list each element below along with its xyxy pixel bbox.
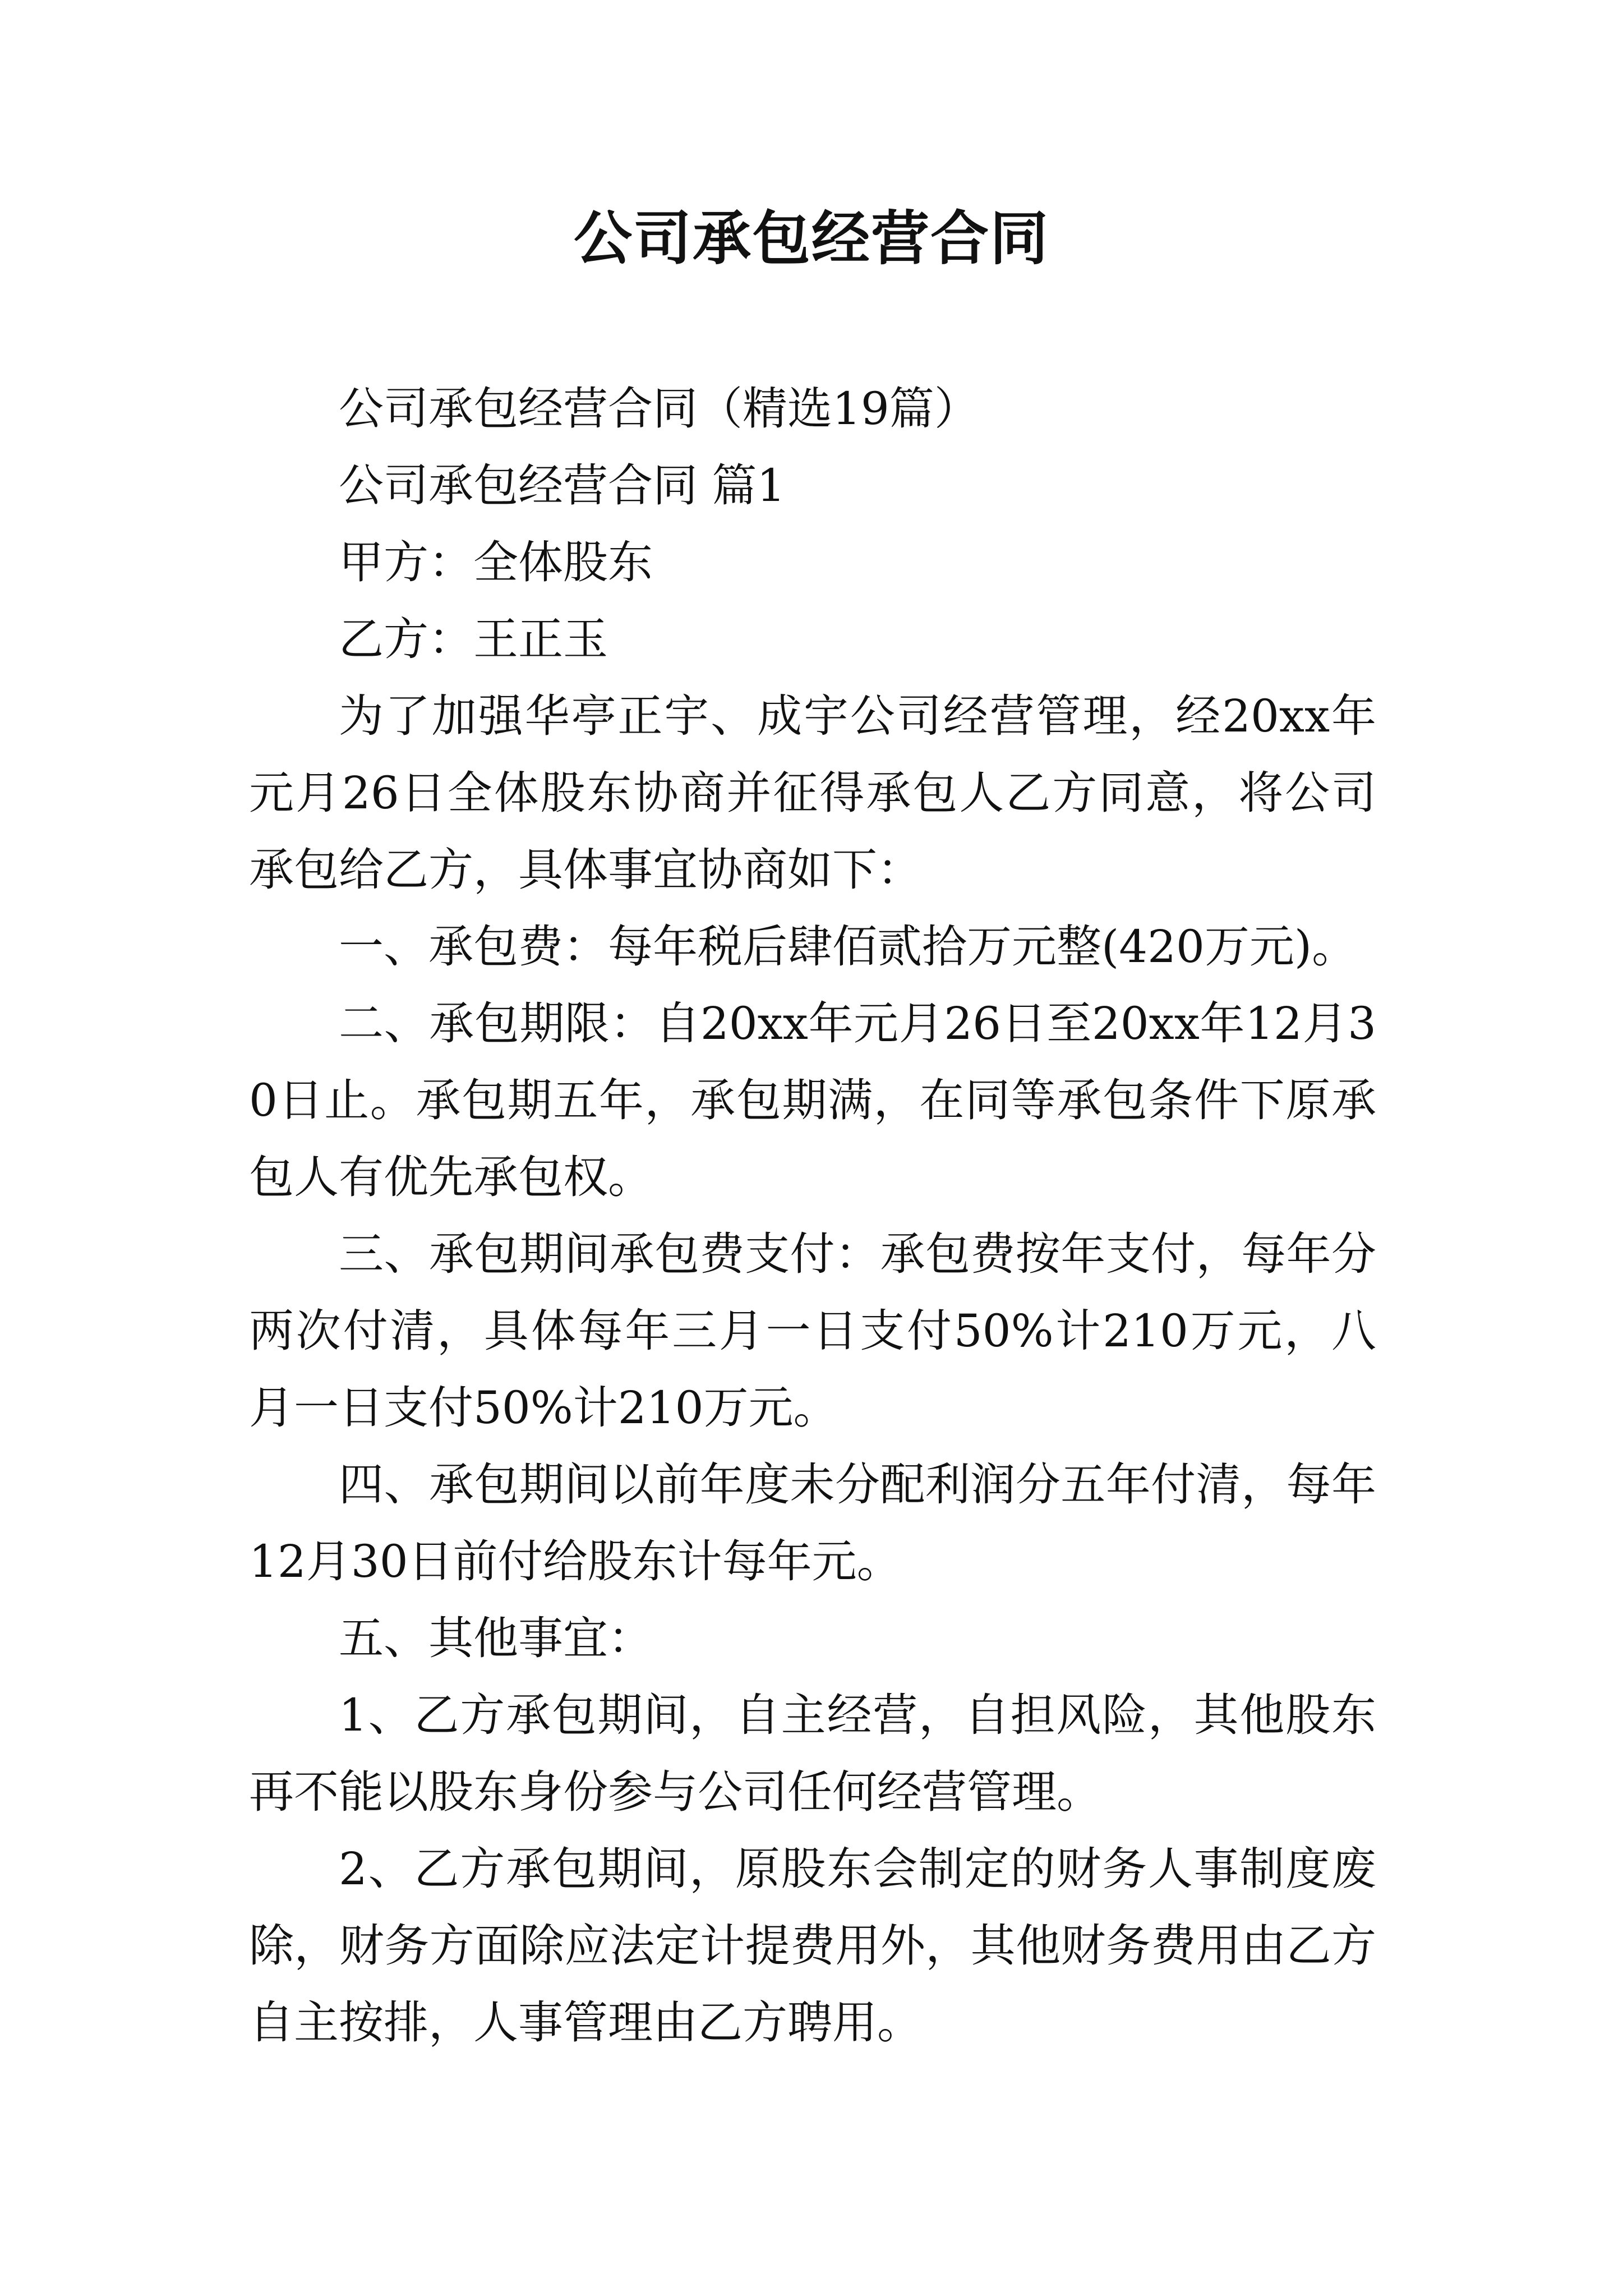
party-a: 甲方：全体股东 [339,536,653,588]
party-b: 乙方：王正玉 [339,613,608,665]
intro-paragraph: 为了加强华亭正宇、成宇公司经营管理，经20xx年元月26日全体股东协商并征得承包人乙方同意，将公司承包给乙方，具体事宜协商如下： [249,690,1376,896]
document-title: 公司承包经营合同 [573,204,1049,273]
clause-5-item-2: 2、乙方承包期间，原股东会制定的财务人事制度废除，财务方面除应法定计提费用外，其他财务费用由乙方自主按排，人事管理由乙方聘用。 [249,1843,1376,2049]
clause-3-payment: 三、承包期间承包费支付：承包费按年支付，每年分两次付清，具体每年三月一日支付50%计210万元，八月一日支付50%计210万元。 [249,1228,1376,1434]
clause-4-profit: 四、承包期间以前年度未分配利润分五年付清，每年12月30日前付给股东计每年元。 [249,1458,1376,1588]
clause-5-other: 五、其他事宜： [339,1612,653,1664]
document-body [249,370,1376,2061]
clause-1-fee: 一、承包费：每年税后肆佰贰拾万元整(420万元)。 [339,921,1357,973]
section-heading: 公司承包经营合同 篇1 [339,459,786,512]
clause-2-term: 二、承包期限：自20xx年元月26日至20xx年12月30日止。承包期五年，承包期满，在同等承包条件下原承包人有优先承包权。 [249,997,1376,1203]
subtitle-paragraph: 公司承包经营合同（精选19篇） [339,383,979,435]
clause-5-item-1: 1、乙方承包期间，自主经营，自担风险，其他股东再不能以股东身份参与公司任何经营管理。 [249,1689,1376,1818]
